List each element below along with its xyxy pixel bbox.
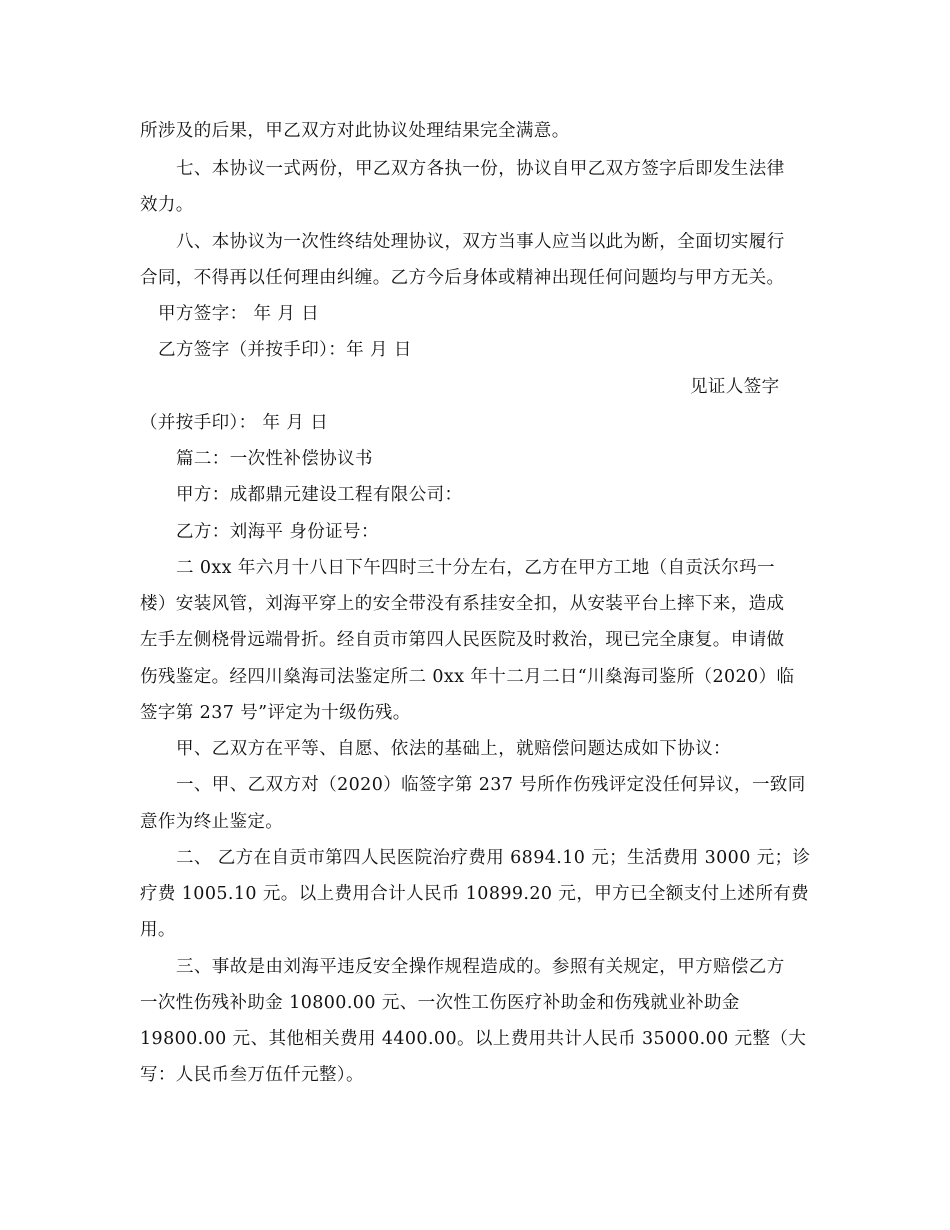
clause-7-line-1: 七、本协议一式两份，甲乙双方各执一份，协议自甲乙双方签字后即发生法律: [176, 159, 785, 179]
incident-line-1: 二 0xx 年六月十八日下午四时三十分左右，乙方在甲方工地（自贡沃尔玛一: [176, 558, 775, 578]
witness-signature-date: （并按手印）： 年 月 日: [140, 413, 329, 433]
party-a-name: 甲方：成都鼎元建设工程有限公司：: [176, 485, 463, 505]
incident-line-2: 楼）安装风管，刘海平穿上的安全带没有系挂安全扣，从安装平台上摔下来，造成: [140, 594, 785, 614]
clause-8-line-1: 八、本协议为一次性终结处理协议，双方当事人应当以此为断，全面切实履行: [176, 232, 785, 252]
incident-line-3: 左手左侧桡骨远端骨折。经自贡市第四人民医院及时救治，现已完全康复。申请做: [140, 630, 785, 650]
article-1-line-1: 一、甲、乙双方对（2020）临签字第 237 号所作伤残评定没任何异议，一致同: [176, 775, 806, 795]
article-3-line-2: 一次性伤残补助金 10800.00 元、一次性工伤医疗补助金和伤残就业补助金: [140, 993, 740, 1013]
article-2-line-3: 用。: [140, 920, 176, 940]
article-1-line-2: 意作为终止鉴定。: [140, 812, 284, 832]
clause-7-line-2: 效力。: [140, 195, 194, 215]
incident-line-5: 签字第 237 号”评定为十级伤残。: [140, 703, 411, 723]
article-3-line-3: 19800.00 元、其他相关费用 4400.00。以上费用共计人民币 35000.00 元整（大: [140, 1029, 807, 1049]
text-line-1: 所涉及的后果，甲乙双方对此协议处理结果完全满意。: [140, 121, 570, 141]
incident-line-4: 伤残鉴定。经四川燊海司法鉴定所二 0xx 年十二月二日“川燊海司鉴所（2020）临: [140, 667, 795, 687]
witness-signature-label: 见证人签字: [690, 377, 780, 397]
article-2-line-2: 疗费 1005.10 元。以上费用合计人民币 10899.20 元，甲方已全额支付上述所有费: [140, 884, 810, 904]
party-b-name: 乙方：刘海平 身份证号：: [176, 522, 379, 542]
article-2-line-1: 二、 乙方在自贡市第四人民医院治疗费用 6894.10 元；生活费用 3000 元；诊: [176, 848, 811, 868]
clause-8-line-2: 合同，不得再以任何理由纠缠。乙方今后身体或精神出现任何问题均与甲方无关。: [140, 268, 785, 288]
party-b-signature: 乙方签字（并按手印）：年 月 日: [158, 340, 412, 360]
party-a-signature: 甲方签字： 年 月 日: [158, 304, 320, 324]
article-3-line-4: 写：人民币叁万伍仟元整）。: [140, 1065, 364, 1085]
agreement-intro: 甲、乙双方在平等、自愿、依法的基础上，就赔偿问题达成如下协议：: [176, 739, 731, 759]
article-3-line-1: 三、事故是由刘海平违反安全操作规程造成的。参照有关规定，甲方赔偿乙方: [176, 957, 785, 977]
section-title: 篇二：一次性补偿协议书: [176, 449, 373, 469]
